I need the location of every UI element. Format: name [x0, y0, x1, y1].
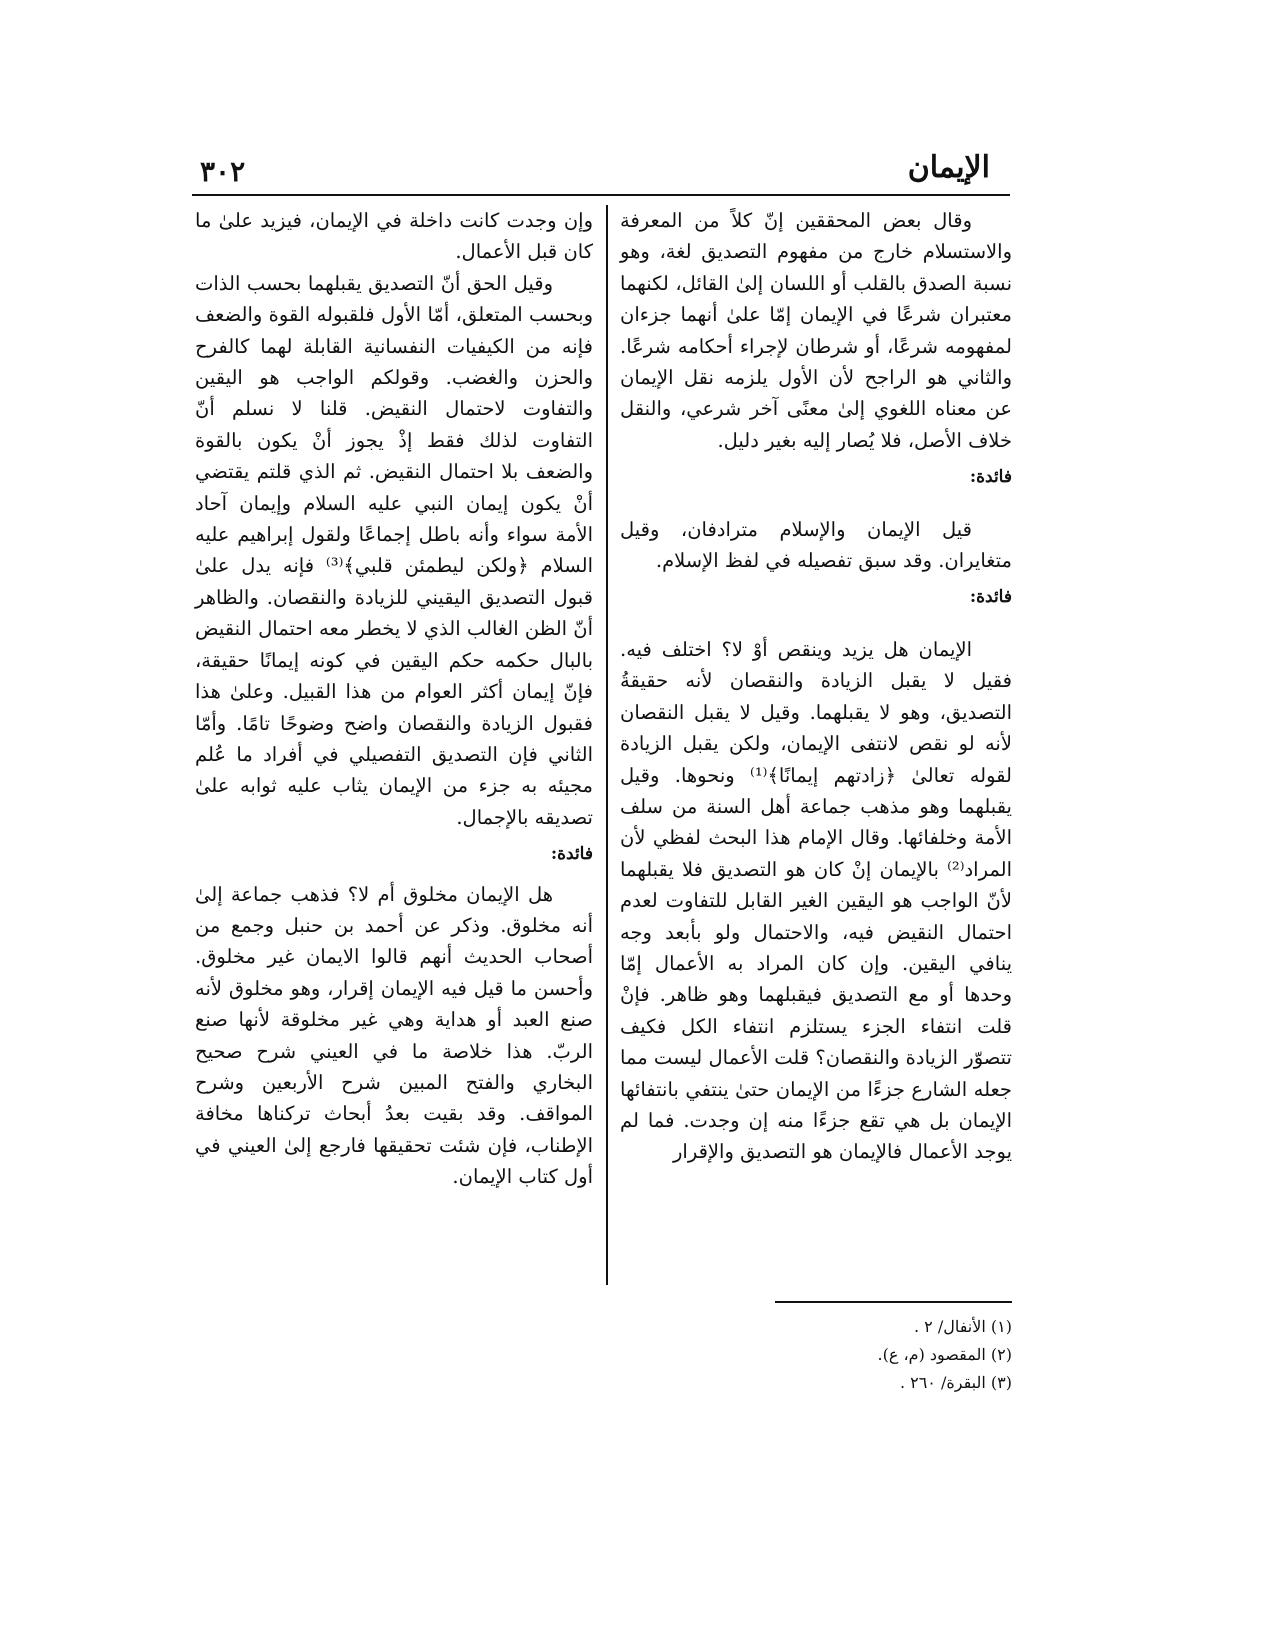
paragraph: قيل الإيمان والإسلام مترادفان، وقيل متغايران. وقد سبق تفصيله في لفظ الإسلام. — [620, 517, 1012, 573]
footnotes — [700, 1313, 1012, 1397]
footnote-2: (٢) المقصود (م، ع). — [877, 1345, 1012, 1364]
page-number: ٣٠٢ — [200, 155, 246, 188]
section-heading: فائدة: — [550, 844, 593, 865]
right-column — [620, 205, 1012, 1168]
section-heading: فائدة: — [969, 467, 1012, 488]
footnote-rule — [775, 1301, 1012, 1303]
column-divider — [606, 205, 608, 1285]
paragraph: وقيل الحق أنّ التصديق يقبلهما بحسب الذات وبحسب المتعلق، أمّا الأول فلقبوله القوة والضعف فإنه من الكيفيات النفسانية القابلة لهما كالفرح والحزن والغضب. وقولكم الواجب هو اليقين والتفاوت لاحتمال النقيض. قلنا لا نسلم أنّ التفاوت لذلك فقط إذْ يجوز أنْ يكون بالقوة والضعف بلا احتمال النقيض. ثم الذي قلتم يقتضي أنْ يكون إيمان النبي عليه السلام وإيمان آحاد الأمة سواء وأنه باطل إجماعًا ولقول إبراهيم عليه السلام ﴿ولكن ليطمئن قلبي﴾⁽³⁾ فإنه يدل علىٰ قبول التصديق اليقيني للزيادة والنقصان. والظاهر أنّ الظن الغالب الذي لا يخطر معه احتمال النقيض بالبال حكمه حكم اليقين في كونه إيمانًا حقيقة، فإنّ إيمان أكثر العوام من هذا القبيل. وعلىٰ هذا فقبول الزيادة والنقصان واضح وضوحًا تامًا. وأمّا الثاني فإن التصديق التفصيلي في أفراد ما عُلم مجيئه به جزء من الإيمان يثاب عليه ثوابه علىٰ تصديقه بالإجمال. — [195, 271, 593, 829]
section-heading: فائدة: — [969, 587, 1012, 608]
spacer — [620, 502, 1012, 514]
left-column — [195, 205, 593, 1193]
paragraph: الإيمان هل يزيد وينقص أوْ لا؟ اختلف فيه. فقيل لا يقبل الزيادة والنقصان لأنه حقيقةُ التصديق، وهو لا يقبلهما. وقيل لا يقبل النقصان لأنه لو نقص لانتفى الإيمان، ولكن يقبل الزيادة لقوله تعالىٰ ﴿زادتهم إيمانًا﴾⁽¹⁾ ونحوها. وقيل يقبلهما وهو مذهب جماعة أهل السنة من سلف الأمة وخلفائها. وقال الإمام هذا البحث لفظي لأن المراد⁽²⁾ بالإيمان إنْ كان هو التصديق فلا يقبلهما لأنّ الواجب هو اليقين الغير القابل للتفاوت لعدم احتمال النقيض فيه، والاحتمال ولو بأبعد وجه ينافي اليقين. وإن كان المراد به الأعمال إمّا وحدها أو مع التصديق فيقبلهما وهو ظاهر. فإنْ قلت انتفاء الجزء يستلزم انتفاء الكل فكيف تتصوّر الزيادة والنقصان؟ قلت الأعمال ليست مما جعله الشارع جزءًا من الإيمان حتىٰ ينتفي بانتفائها الإيمان بل هي تقع جزءًا منه إن وجدت. فما لم يوجد الأعمال فالإيمان هو التصديق والإقرار — [620, 637, 1013, 1164]
spacer — [620, 622, 1012, 634]
paragraph: وقال بعض المحققين إنّ كلاً من المعرفة والاستسلام خارج من مفهوم التصديق لغة، وهو نسبة الصدق بالقلب أو اللسان إلىٰ القائل، لكنهما معتبران شرعًا في الإيمان إمّا علىٰ أنهما جزءان لمفهومه شرعًا، أو شرطان لإجراء أحكامه شرعًا. والثاني هو الراجح لأن الأول يلزمه نقل الإيمان عن معناه اللغوي إلىٰ معنًى آخر شرعي، والنقل خلاف الأصل، فلا يُصار إليه بغير دليل. — [620, 209, 1012, 452]
running-title: الإيمان — [907, 150, 990, 185]
footnote-3: (٣) البقرة/ ٢٦٠ . — [899, 1373, 1012, 1392]
footnote-1: (١) الأنفال/ ٢ . — [913, 1317, 1012, 1336]
paragraph: هل الإيمان مخلوق أم لا؟ فذهب جماعة إلىٰ أنه مخلوق. وذكر عن أحمد بن حنبل وجمع من أصحاب الحديث أنهم قالوا الايمان غير مخلوق. وأحسن ما قيل فيه الإيمان إقرار، وهو مخلوق لأنه صنع العبد أو هداية وهي غير مخلوقة لأنها صنع الربّ. هذا خلاصة ما في العيني شرح صحيح البخاري والفتح المبين شرح الأربعين وشرح المواقف. وقد بقيت بعدُ أبحاث تركناها مخافة الإطناب، فإن شئت تحقيقها فارجع إلىٰ العيني في أول كتاب الإيمان. — [195, 882, 593, 1189]
header-rule — [192, 194, 1010, 196]
paragraph: وإن وجدت كانت داخلة في الإيمان، فيزيد علىٰ ما كان قبل الأعمال. — [195, 209, 593, 264]
